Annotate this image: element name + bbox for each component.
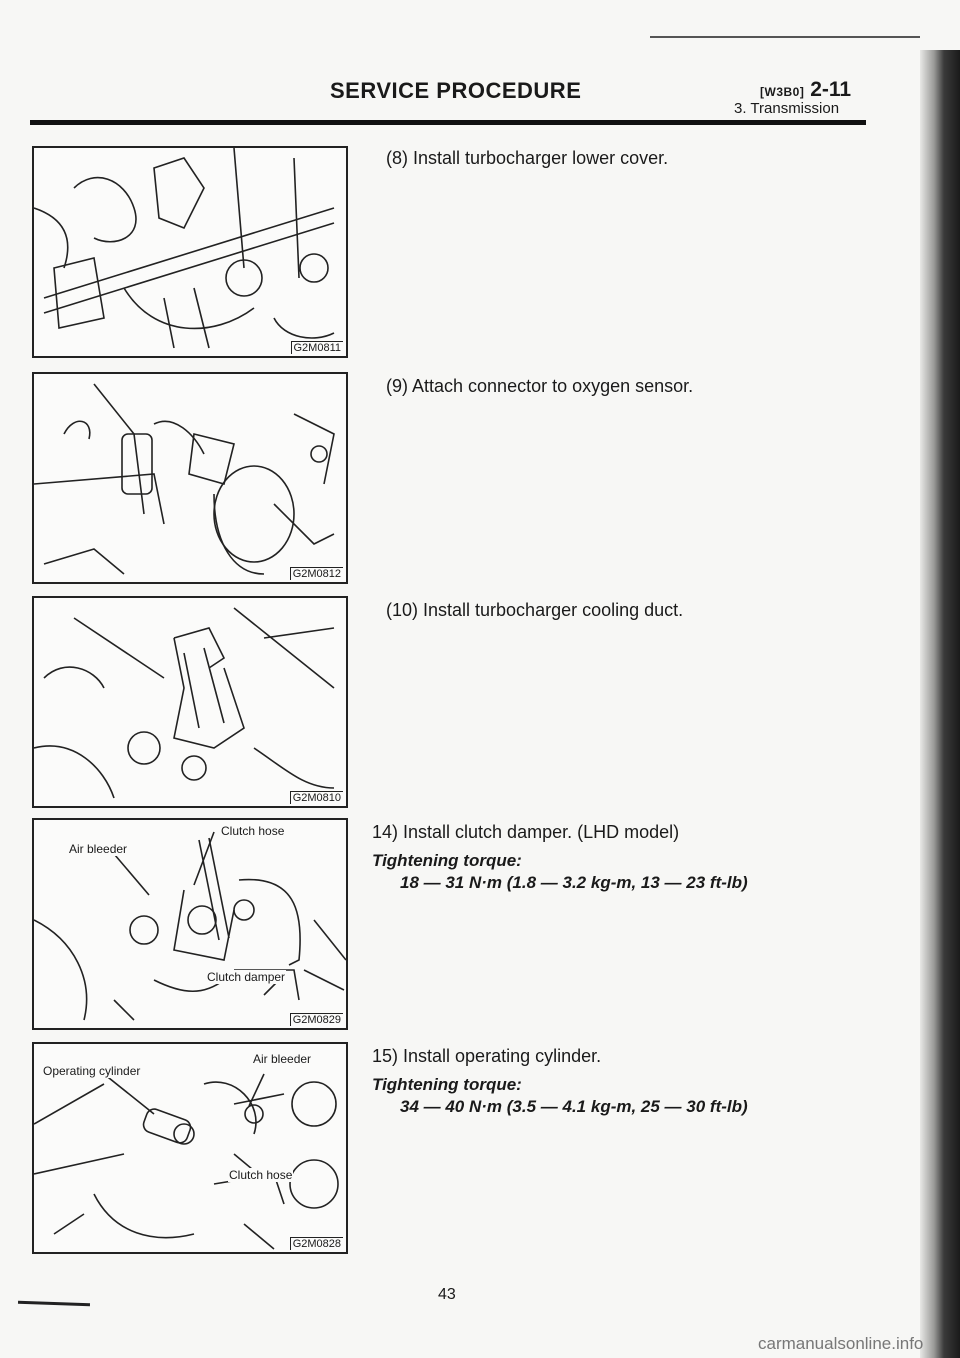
page-number: 43 <box>438 1286 456 1303</box>
corner-mark <box>18 1301 90 1307</box>
callout-air-bleeder: Air bleeder <box>69 842 128 856</box>
page-index: 2-11 <box>810 78 852 101</box>
section-title: 3. Transmission <box>734 100 840 117</box>
step-14 <box>372 822 748 893</box>
figure-operating-cylinder <box>32 1042 348 1254</box>
step-8: (8) Install turbocharger lower cover. <box>386 148 669 168</box>
figure-code: G2M0810 <box>290 791 343 804</box>
torque-value: 18 — 31 N·m (1.8 — 3.2 kg-m, 13 — 23 ft-lb) <box>400 873 748 892</box>
torque-value: 34 — 40 N·m (3.5 — 4.1 kg-m, 25 — 30 ft-lb) <box>400 1097 748 1116</box>
scan-edge-mark <box>650 36 920 38</box>
section-code: [W3B0] <box>760 85 805 99</box>
figure-code: G2M0828 <box>290 1237 343 1250</box>
callout-clutch-damper: Clutch damper <box>207 970 286 984</box>
page-code <box>760 78 851 102</box>
binding-shadow <box>920 50 960 1358</box>
step-10: (10) Install turbocharger cooling duct. <box>386 600 684 620</box>
figure-code: G2M0829 <box>290 1013 343 1026</box>
callout-clutch-hose: Clutch hose <box>221 824 285 838</box>
callout-operating-cylinder: Operating cylinder <box>43 1064 141 1078</box>
figure-cooling-duct <box>32 596 348 808</box>
figure-code: G2M0811 <box>291 341 344 354</box>
figure-oxygen-sensor <box>32 372 348 584</box>
header-rule <box>30 120 866 125</box>
callout-air-bleeder: Air bleeder <box>253 1052 312 1066</box>
step-15-text: 15) Install operating cylinder. <box>372 1046 602 1066</box>
torque-label: Tightening torque: <box>372 1075 522 1094</box>
cooling-duct-illustration <box>34 598 346 806</box>
callout-clutch-hose: Clutch hose <box>229 1168 293 1182</box>
page-title: SERVICE PROCEDURE <box>330 78 582 103</box>
engine-bay-illustration <box>34 148 346 356</box>
oxygen-sensor-illustration <box>34 374 346 582</box>
watermark: carmanualsonline.info <box>758 1334 924 1353</box>
torque-label: Tightening torque: <box>372 851 522 870</box>
step-9: (9) Attach connector to oxygen sensor. <box>386 376 694 396</box>
step-15 <box>372 1046 748 1117</box>
figure-clutch-damper <box>32 818 348 1030</box>
step-14-text: 14) Install clutch damper. (LHD model) <box>372 822 680 842</box>
figure-turbo-lower-cover <box>32 146 348 358</box>
figure-code: G2M0812 <box>290 567 343 580</box>
